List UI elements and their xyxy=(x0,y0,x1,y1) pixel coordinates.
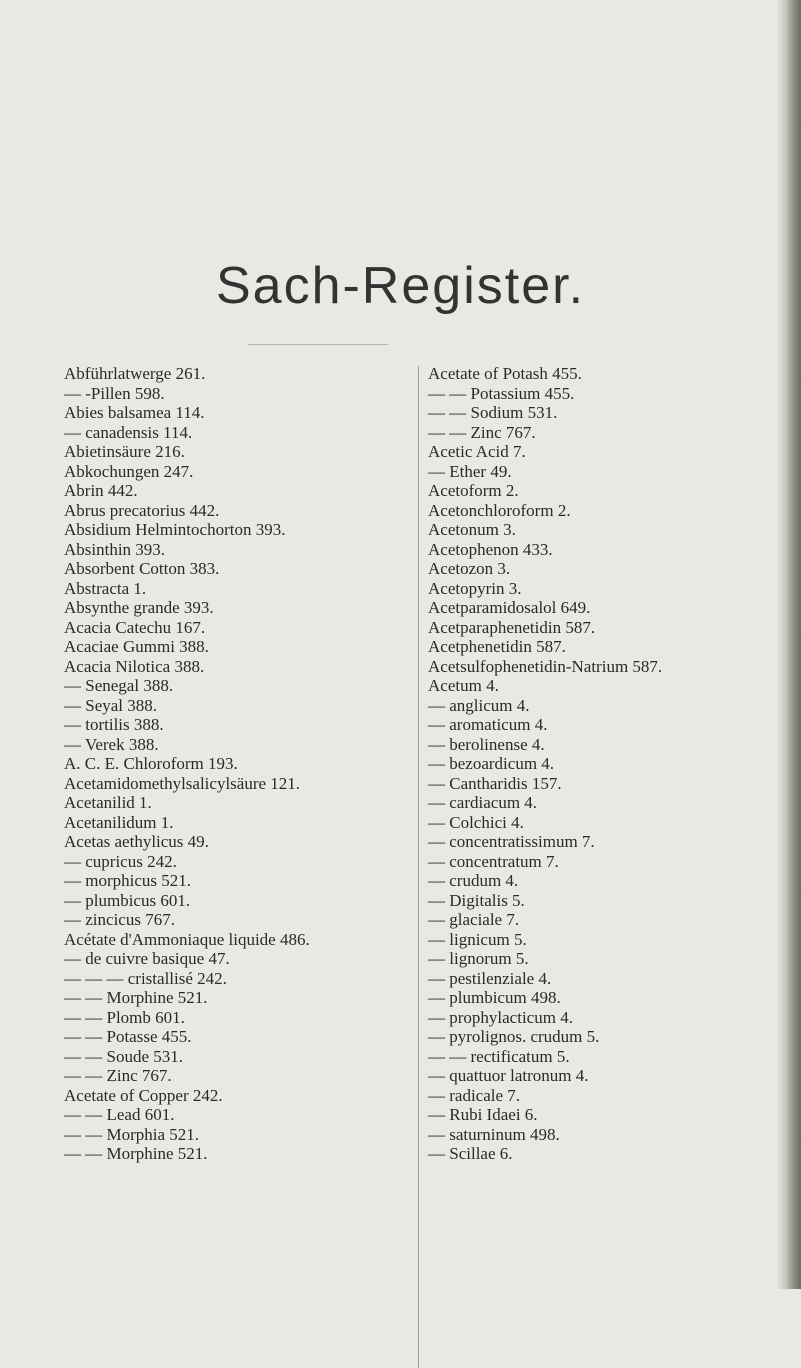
index-entry: — Cantharidis 157. xyxy=(428,773,562,793)
index-entry: — prophylacticum 4. xyxy=(428,1007,573,1027)
index-entry: — anglicum 4. xyxy=(428,695,530,715)
column-divider xyxy=(418,366,419,1368)
index-entry: — Verek 388. xyxy=(64,734,159,754)
index-entry: — — Zinc 767. xyxy=(64,1066,172,1085)
index-entry: Abrin 442. xyxy=(64,481,138,500)
index-entry: Acetas aethylicus 49. xyxy=(64,832,209,851)
index-entry: — lignicum 5. xyxy=(428,929,527,949)
index-entry: Acetanilid 1. xyxy=(64,793,152,812)
index-entry: Absynthe grande 393. xyxy=(64,598,214,617)
title-rule xyxy=(248,344,388,345)
index-entry: Abkochungen 247. xyxy=(64,461,194,481)
index-entry: — — Soude 531. xyxy=(64,1046,183,1066)
index-entry: Acetate of Copper 242. xyxy=(64,1085,223,1105)
index-entry: — — Morphine 521. xyxy=(64,988,208,1007)
page-edge-shadow xyxy=(777,0,801,1289)
index-entry: — concentratissimum 7. xyxy=(428,832,595,851)
index-entry: — glaciale 7. xyxy=(428,910,520,929)
index-column-left xyxy=(64,364,416,1164)
index-entry: Acetic Acid 7. xyxy=(428,442,526,461)
index-entry: — tortilis 388. xyxy=(64,715,164,734)
index-entry: — Ether 49. xyxy=(428,461,512,481)
index-entry: Abrus precatorius 442. xyxy=(64,500,220,520)
index-entry: — berolinense 4. xyxy=(428,734,545,754)
index-entry: — quattuor latronum 4. xyxy=(428,1066,589,1085)
index-entry: — — Plomb 601. xyxy=(64,1007,185,1027)
index-entry: — pyrolignos. crudum 5. xyxy=(428,1027,600,1046)
index-entry: — lignorum 5. xyxy=(428,949,529,968)
index-entry: Acetonum 3. xyxy=(428,520,516,539)
index-entry: — de cuivre basique 47. xyxy=(64,949,230,968)
index-entry: Acetphenetidin 587. xyxy=(428,637,566,656)
index-entry: Acaciae Gummi 388. xyxy=(64,637,209,656)
index-entry: — canadensis 114. xyxy=(64,422,193,442)
index-entry: — — Lead 601. xyxy=(64,1105,175,1124)
index-entry: — Digitalis 5. xyxy=(428,890,525,910)
index-entry: Acacia Nilotica 388. xyxy=(64,656,205,676)
index-entry: — cupricus 242. xyxy=(64,851,177,871)
index-entry: — -Pillen 598. xyxy=(64,383,165,403)
index-entry: — crudum 4. xyxy=(428,871,519,890)
index-entry: — — — cristallisé 242. xyxy=(64,968,227,988)
index-entry: Acetopyrin 3. xyxy=(428,578,522,598)
index-entry: — aromaticum 4. xyxy=(428,715,548,734)
index-entry: Acacia Catechu 167. xyxy=(64,617,206,637)
index-entry: Acetamidomethylsalicylsäure 121. xyxy=(64,773,301,793)
index-entry: — morphicus 521. xyxy=(64,871,192,890)
index-entry: — bezoardicum 4. xyxy=(428,754,555,773)
index-entry: Absidium Helmintochorton 393. xyxy=(64,520,286,539)
index-entry: Acétate d'Ammoniaque liquide 486. xyxy=(64,929,310,949)
index-entry: Abies balsamea 114. xyxy=(64,403,205,422)
index-entry: Acetonchloroform 2. xyxy=(428,500,571,520)
index-entry: — — Morphine 521. xyxy=(64,1144,208,1163)
index-entry: Acetum 4. xyxy=(428,676,499,695)
index-entry: Abietinsäure 216. xyxy=(64,442,185,461)
index-entry: Acetate of Potash 455. xyxy=(428,364,582,383)
index-entry: — plumbicus 601. xyxy=(64,890,191,910)
index-column-right xyxy=(428,364,778,1164)
index-entry: Acetoform 2. xyxy=(428,481,519,500)
index-entry: — Senegal 388. xyxy=(64,676,174,695)
index-entry: — — Zinc 767. xyxy=(428,422,536,442)
index-entry: — — Morphia 521. xyxy=(64,1124,200,1144)
index-entry: Absorbent Cotton 383. xyxy=(64,559,220,578)
index-entry: — Rubi Idaei 6. xyxy=(428,1105,538,1124)
index-entry: Abführlatwerge 261. xyxy=(64,364,206,383)
index-entry: Acetanilidum 1. xyxy=(64,812,174,832)
index-entry: — — Potassium 455. xyxy=(428,383,575,403)
index-entry: — Colchici 4. xyxy=(428,812,524,832)
index-entry: Absinthin 393. xyxy=(64,539,166,559)
index-entry: — Scillae 6. xyxy=(428,1144,513,1163)
index-entry: Acetparaphenetidin 587. xyxy=(428,617,596,637)
index-entry: — concentratum 7. xyxy=(428,851,559,871)
index-entry: — — Sodium 531. xyxy=(428,403,558,422)
index-entry: — zincicus 767. xyxy=(64,910,175,929)
index-entry: Acetozon 3. xyxy=(428,559,511,578)
index-entry: — Seyal 388. xyxy=(64,695,158,715)
index-entry: — — Potasse 455. xyxy=(64,1027,192,1046)
index-entry: Abstracta 1. xyxy=(64,578,147,598)
index-entry: Acetophenon 433. xyxy=(428,539,553,559)
index-entry: — plumbicum 498. xyxy=(428,988,561,1007)
index-entry: — — rectificatum 5. xyxy=(428,1046,570,1066)
index-entry: — pestilenziale 4. xyxy=(428,968,552,988)
index-entry: — cardiacum 4. xyxy=(428,793,538,812)
index-entry: — saturninum 498. xyxy=(428,1124,560,1144)
index-entry: Acetparamidosalol 649. xyxy=(428,598,591,617)
index-entry: — radicale 7. xyxy=(428,1085,521,1105)
index-entry: A. C. E. Chloroform 193. xyxy=(64,754,238,773)
page-title: Sach-Register. xyxy=(215,257,586,315)
index-entry: Acetsulfophenetidin-Natrium 587. xyxy=(428,656,663,676)
